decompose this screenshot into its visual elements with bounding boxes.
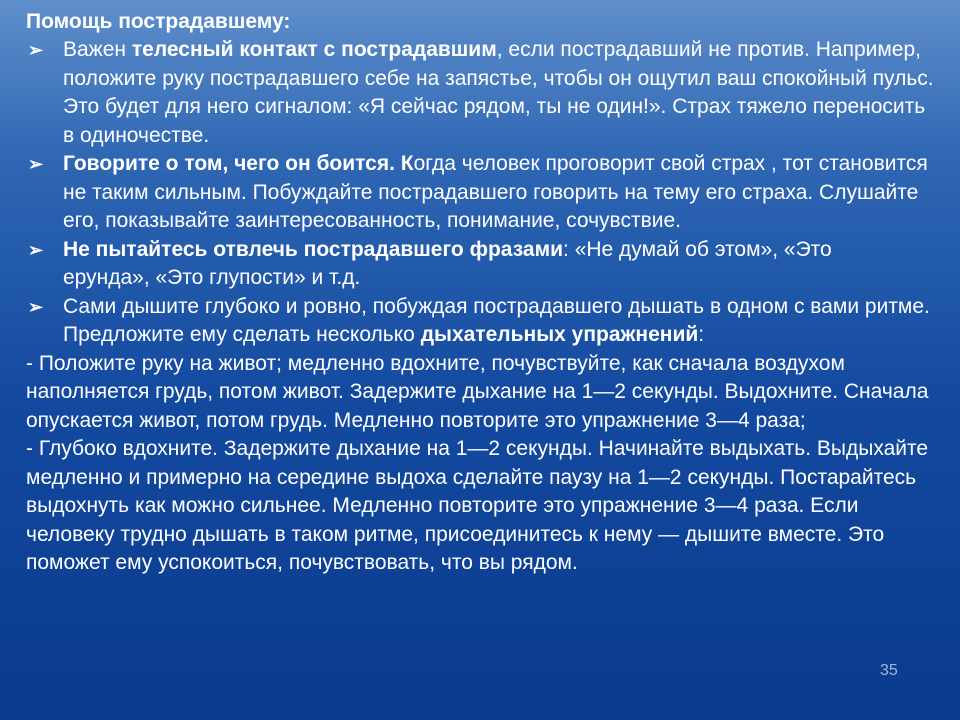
bullet-bold-text: телесный контакт с пострадавшим	[131, 38, 497, 61]
bullet-text: :	[698, 323, 705, 346]
bullet-bold-text: Не пытайтесь отвлечь пострадавшего фразами	[63, 237, 564, 261]
bullet-text: Важен	[63, 38, 132, 61]
bullet-text: , если пострадавший не против. Например, положите руку пострадавшего себе на запястье, чтобы он ощутил ваш спокойный пульс. Это будет для него сигналом: «Я сейчас рядом, ты не один!». Страх тяжело переносить в одиночестве.	[63, 38, 934, 147]
bullet-bold-text: Говорите о том, чего он боится. К	[63, 152, 414, 175]
slide-title: Помощь пострадавшему:	[26, 10, 291, 33]
arrow-bullet-icon: ➢	[28, 296, 44, 317]
page-number: 35	[880, 662, 898, 679]
exercise-paragraph: - Положите руку на живот; медленно вдохните, почувствуйте, как сначала воздухом наполняется грудь, потом живот. Задержите дыхание на 1—2 секунды. Выдохните. Сначала опускается живот, потом грудь. Медленно повторите это упражнение 3—4 раза;	[26, 351, 929, 432]
bullet-item	[26, 36, 941, 150]
arrow-bullet-icon: ➢	[28, 154, 44, 174]
bullet-item	[26, 293, 941, 350]
bullet-text: Сами дышите глубоко и ровно, побуждая пострадавшего дышать в одном с вами ритме. Предложите ему сделать несколько	[63, 294, 930, 346]
bullet-text: огда человек проговорит свой страх , тот становится не таким сильным. Побуждайте пострадавшего говорить на тему его страха. Слушайте его, показывайте заинтересованность, понимание, сочувствие.	[63, 152, 928, 232]
bullet-bold-text: дыхательных упражнений	[420, 323, 699, 346]
bullet-item	[26, 150, 941, 236]
bullet-text: : «Не думай об этом», «Это ерунда», «Это глупости» и т.д.	[63, 237, 832, 289]
arrow-bullet-icon: ➢	[28, 40, 44, 60]
arrow-bullet-icon: ➢	[28, 239, 44, 260]
slide-content	[26, 8, 941, 578]
exercise-paragraph: - Глубоко вдохните. Задержите дыхание на 1—2 секунды. Начинайте выдыхать. Выдыхайте медленно и примерно на середине выдоха сделайте паузу на 1—2 секунды. Постарайтесь выдохнуть как можно сильнее. Медленно повторите это упражнение 3—4 раза. Если человеку трудно дышать в таком ритме, присоединитесь к нему — дышите вместе. Это поможет ему успокоиться, почувствовать, что вы рядом.	[26, 437, 929, 574]
bullet-item	[26, 236, 913, 293]
